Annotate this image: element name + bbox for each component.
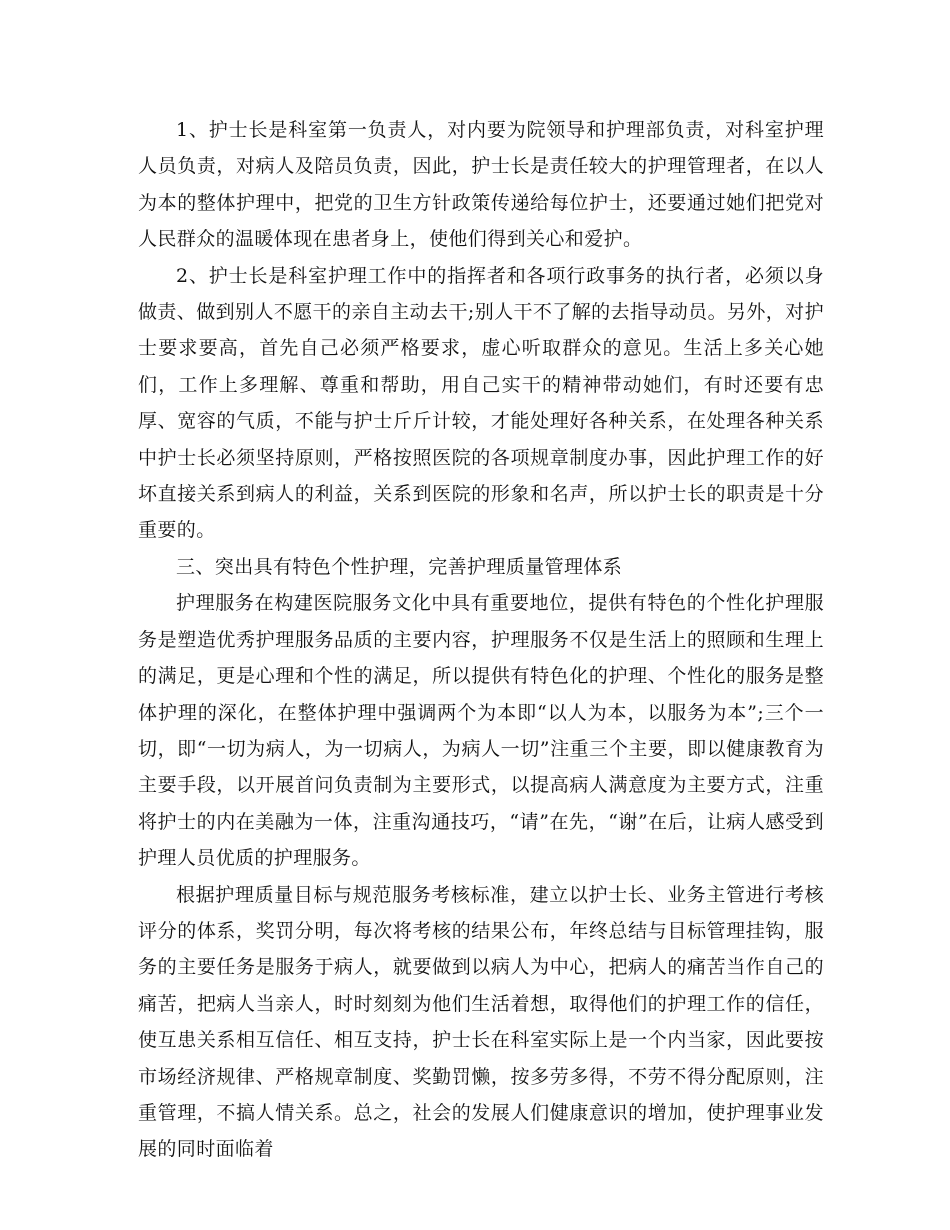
paragraph-head-nurse-responsibility: 1、护士长是科室第一负责人，对内要为院领导和护理部负责，对科室护理人员负责，对病人及陪员负责，因此，护士长是责任较大的护理管理者，在以人为本的整体护理中，把党的卫生方针政策传递给每位护士，还要通过她们把党对人民群众的温暖体现在患者身上，使他们得到关心和爱护。 (138, 119, 824, 251)
paragraph-quality-assessment: 根据护理质量目标与规范服务考核标准，建立以护士长、业务主管进行考核评分的体系，奖罚分明，每次将考核的结果公布，年终总结与目标管理挂钩，服务的主要任务是服务于病人，就要做到以病人为中心，把病人的痛苦当作自己的痛苦，把病人当亲人，时时刻刻为他们生活着想，取得他们的护理工作的信任，使互患关系相互信任、相互支持，护士长在科室实际上是一个内当家，因此要按市场经济规律、严格规章制度、奖勤罚懒，按多劳多得，不劳不得分配原则，注重管理，不搞人情关系。总之，社会的发展人们健康意识的增加，使护理事业发展的同时面临着 (138, 883, 824, 1161)
document-body (138, 112, 824, 1168)
paragraph-personalized-care: 护理服务在构建医院服务文化中具有重要地位，提供有特色的个性化护理服务是塑造优秀护理服务品质的主要内容，护理服务不仅是生活上的照顾和生理上的满足，更是心理和个性的满足，所以提供有特色化的护理、个性化的服务是整体护理的深化，在整体护理中强调两个为本即“以人为本，以服务为本”;三个一切，即“一切为病人，为一切病人，为病人一切”注重三个主要，即以健康教育为主要手段，以开展首问负责制为主要形式，以提高病人满意度为主要方式，注重将护士的内在美融为一体，注重沟通技巧，“请”在先，“谢”在后，让病人感受到护理人员优质的护理服务。 (138, 592, 824, 870)
paragraph-head-nurse-leadership: 2、护士长是科室护理工作中的指挥者和各项行政事务的执行者，必须以身做责、做到别人不愿干的亲自主动去干;别人干不了解的去指导动员。另外，对护士要求要高，首先自己必须严格要求，虚心听取群众的意见。生活上多关心她们，工作上多理解、尊重和帮助，用自己实干的精神带动她们，有时还要有忠厚、宽容的气质，不能与护士斤斤计较，才能处理好各种关系，在处理各种关系中护士长必须坚持原则，严格按照医院的各项规章制度办事，因此护理工作的好坏直接关系到病人的利益，关系到医院的形象和名声，所以护士长的职责是十分重要的。 (138, 264, 824, 542)
section-heading: 三、突出具有特色个性护理，完善护理质量管理体系 (176, 555, 623, 578)
